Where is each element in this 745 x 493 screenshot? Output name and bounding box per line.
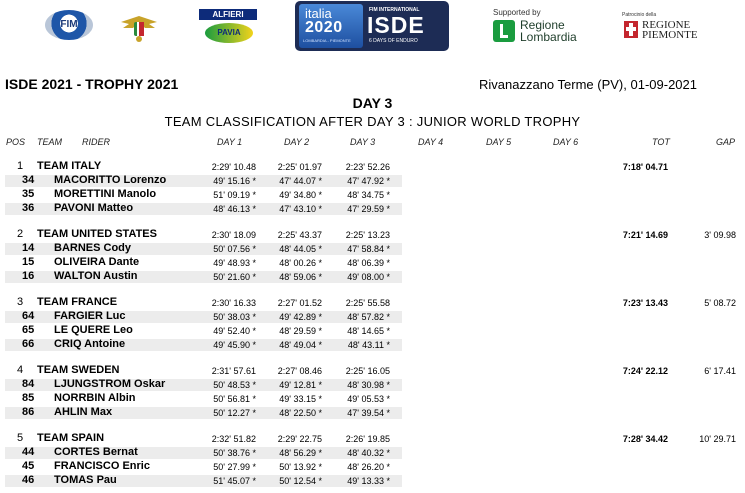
isde-fim-text: FIM INTERNATIONAL <box>369 7 420 13</box>
rider-day3-time: 49' 08.00 * <box>347 272 390 282</box>
col-header-day5: DAY 5 <box>486 137 512 147</box>
rider-day2-time: 49' 42.89 * <box>279 312 322 322</box>
rider-day2-time: 47' 43.10 * <box>279 204 322 214</box>
team-day2-time: 2:27' 01.52 <box>277 298 322 308</box>
rider-number: 35 <box>22 188 35 200</box>
team-day3-time: 2:26' 19.85 <box>345 434 390 444</box>
team-total-time: 7:21' 14.69 <box>622 230 668 240</box>
rider-day2-time: 48' 56.29 * <box>279 448 322 458</box>
rider-day1-time: 49' 52.40 * <box>213 326 256 336</box>
rider-name: CRIQ Antoine <box>54 338 126 350</box>
rider-number: 84 <box>22 378 35 390</box>
rider-day2-time: 48' 22.50 * <box>279 408 322 418</box>
regione-piemonte-logo <box>642 20 698 40</box>
team-name: TEAM SWEDEN <box>37 364 120 376</box>
rider-number: 64 <box>22 310 35 322</box>
team-gap: 10' 29.71 <box>699 434 736 444</box>
rider-day1-time: 50' 38.03 * <box>213 312 256 322</box>
team-name: TEAM UNITED STATES <box>37 228 157 240</box>
fim-logo <box>45 10 93 40</box>
rider-day1-time: 50' 21.60 * <box>213 272 256 282</box>
rider-day1-time: 51' 09.19 * <box>213 190 256 200</box>
rider-name: WALTON Austin <box>54 270 138 282</box>
lombardia-text: Lombardia <box>520 30 577 44</box>
team-day2-time: 2:27' 08.46 <box>277 366 322 376</box>
rider-name: MACORITTO Lorenzo <box>54 174 167 186</box>
team-rank: 3 <box>17 296 24 308</box>
team-rank: 2 <box>17 228 24 240</box>
isde-subline: LOMBARDIA - PIEMONTE <box>303 38 351 43</box>
piemonte-caption: Patrocinio della <box>622 12 657 18</box>
col-header-gap: GAP <box>716 137 736 147</box>
supported-by-label: Supported by <box>493 8 541 17</box>
rider-day2-time: 49' 34.80 * <box>279 190 322 200</box>
rider-day3-time: 47' 29.59 * <box>347 204 390 214</box>
event-title: ISDE 2021 - TROPHY 2021 <box>5 76 179 92</box>
rider-day2-time: 49' 33.15 * <box>279 394 322 404</box>
alfieri-pavia-logo <box>199 9 257 45</box>
team-day3-time: 2:25' 16.05 <box>345 366 390 376</box>
rider-number: 14 <box>22 242 35 254</box>
rider-number: 16 <box>22 270 35 282</box>
team-day1-time: 2:30' 18.09 <box>211 230 256 240</box>
rider-name: PAVONI Matteo <box>54 202 134 214</box>
team-total-time: 7:28' 34.42 <box>622 434 668 444</box>
team-day3-time: 2:23' 52.26 <box>345 162 390 172</box>
rider-number: 66 <box>22 338 35 350</box>
rider-number: 45 <box>22 460 35 472</box>
rider-name: NORRBIN Albin <box>54 392 136 404</box>
piemonte-regione-text: REGIONE <box>642 19 691 31</box>
rider-name: LE QUERE Leo <box>54 324 133 336</box>
team-day3-time: 2:25' 13.23 <box>345 230 390 240</box>
motoclub-wings-logo <box>119 10 159 44</box>
rider-day3-time: 48' 34.75 * <box>347 190 390 200</box>
rider-day3-time: 48' 43.11 * <box>347 340 390 350</box>
col-header-day6: DAY 6 <box>553 137 579 147</box>
team-day1-time: 2:31' 57.61 <box>211 366 256 376</box>
rider-number: 34 <box>22 174 35 186</box>
isde-2020-banner <box>295 1 449 51</box>
col-header-day4: DAY 4 <box>418 137 444 147</box>
rider-number: 65 <box>22 324 35 336</box>
rider-day3-time: 49' 13.33 * <box>347 476 390 486</box>
rider-day1-time: 50' 38.76 * <box>213 448 256 458</box>
team-total-time: 7:24' 22.12 <box>622 366 668 376</box>
pavia-badge <box>205 23 253 43</box>
isde-italia-text: italia <box>305 6 332 21</box>
rider-name: CORTES Bernat <box>54 446 138 458</box>
pavia-text: PAVIA <box>217 28 241 37</box>
team-rank: 4 <box>17 364 24 376</box>
rider-day1-time: 51' 45.07 * <box>213 476 256 486</box>
piemonte-shield-icon <box>624 21 638 38</box>
rider-number: 44 <box>22 446 35 458</box>
regione-text: Regione <box>520 18 565 32</box>
team-total-time: 7:18' 04.71 <box>622 162 668 172</box>
team-day2-time: 2:25' 43.37 <box>277 230 322 240</box>
rider-day1-time: 49' 48.93 * <box>213 258 256 268</box>
team-rank: 5 <box>17 432 24 444</box>
rider-name: FARGIER Luc <box>54 310 126 322</box>
classification-title: TEAM CLASSIFICATION AFTER DAY 3 : JUNIOR WORLD TROPHY <box>164 114 581 129</box>
rider-day3-time: 47' 39.54 * <box>347 408 390 418</box>
isde-italia-panel <box>299 4 363 48</box>
rider-number: 46 <box>22 474 35 486</box>
alfieri-text: ALFIERI <box>199 9 257 20</box>
rider-day3-time: 47' 58.84 * <box>347 244 390 254</box>
team-day2-time: 2:25' 01.97 <box>277 162 322 172</box>
col-header-day2: DAY 2 <box>284 137 310 147</box>
col-header-rider: RIDER <box>82 137 111 147</box>
rider-day2-time: 48' 00.26 * <box>279 258 322 268</box>
rider-day1-time: 50' 12.27 * <box>213 408 256 418</box>
rider-name: MORETTINI Manolo <box>54 188 157 200</box>
rider-name: FRANCISCO Enric <box>54 460 150 472</box>
rider-day1-time: 50' 48.53 * <box>213 380 256 390</box>
rider-number: 36 <box>22 202 35 214</box>
rider-day2-time: 49' 12.81 * <box>279 380 322 390</box>
event-place-date: Rivanazzano Terme (PV), 01-09-2021 <box>479 77 697 92</box>
lombardia-check-icon <box>493 20 515 42</box>
rider-name: OLIVEIRA Dante <box>54 256 140 268</box>
rider-day3-time: 47' 47.92 * <box>347 176 390 186</box>
team-name: TEAM FRANCE <box>37 296 118 308</box>
rider-day2-time: 48' 44.05 * <box>279 244 322 254</box>
rider-day2-time: 50' 12.54 * <box>279 476 322 486</box>
team-day1-time: 2:30' 16.33 <box>211 298 256 308</box>
rider-name: AHLIN Max <box>54 406 113 418</box>
team-gap: 5' 08.72 <box>704 298 736 308</box>
col-header-team: TEAM <box>37 137 63 147</box>
piemonte-name-text: PIEMONTE <box>642 29 698 41</box>
rider-day2-time: 48' 59.06 * <box>279 272 322 282</box>
rider-name: LJUNGSTROM Oskar <box>54 378 166 390</box>
rider-day1-time: 50' 07.56 * <box>213 244 256 254</box>
rider-day2-time: 47' 44.07 * <box>279 176 322 186</box>
regione-lombardia-logo <box>520 19 577 43</box>
rider-day1-time: 49' 45.90 * <box>213 340 256 350</box>
team-rank: 1 <box>17 160 24 172</box>
rider-name: TOMAS Pau <box>54 474 117 486</box>
rider-day1-time: 48' 46.13 * <box>213 204 256 214</box>
rider-number: 85 <box>22 392 35 404</box>
team-total-time: 7:23' 13.43 <box>622 298 668 308</box>
team-day1-time: 2:32' 51.82 <box>211 434 256 444</box>
rider-day1-time: 50' 56.81 * <box>213 394 256 404</box>
team-gap: 3' 09.98 <box>704 230 736 240</box>
team-day1-time: 2:29' 10.48 <box>211 162 256 172</box>
rider-number: 86 <box>22 406 35 418</box>
team-name: TEAM SPAIN <box>37 432 105 444</box>
day-title: DAY 3 <box>352 95 393 111</box>
col-header-tot: TOT <box>652 137 670 147</box>
rider-day1-time: 49' 15.16 * <box>213 176 256 186</box>
isde-days-text: 6 DAYS OF ENDURO <box>369 38 418 44</box>
rider-day1-time: 50' 27.99 * <box>213 462 256 472</box>
fim-logo-text: FIM <box>60 19 78 30</box>
rider-day3-time: 48' 06.39 * <box>347 258 390 268</box>
isde-year-text: 2020 <box>305 19 343 36</box>
rider-day2-time: 48' 29.59 * <box>279 326 322 336</box>
team-day2-time: 2:29' 22.75 <box>277 434 322 444</box>
rider-day3-time: 48' 57.82 * <box>347 312 390 322</box>
team-day3-time: 2:25' 55.58 <box>345 298 390 308</box>
col-header-day3: DAY 3 <box>350 137 376 147</box>
isde-word: ISDE <box>367 12 425 38</box>
rider-day3-time: 48' 40.32 * <box>347 448 390 458</box>
rider-day2-time: 50' 13.92 * <box>279 462 322 472</box>
rider-day3-time: 48' 30.98 * <box>347 380 390 390</box>
rider-number: 15 <box>22 256 35 268</box>
col-header-pos: POS <box>6 137 26 147</box>
rider-day2-time: 48' 49.04 * <box>279 340 322 350</box>
rider-name: BARNES Cody <box>54 242 132 254</box>
rider-day3-time: 49' 05.53 * <box>347 394 390 404</box>
col-header-day1: DAY 1 <box>217 137 243 147</box>
team-gap: 6' 17.41 <box>704 366 736 376</box>
team-name: TEAM ITALY <box>37 160 102 172</box>
rider-day3-time: 48' 26.20 * <box>347 462 390 472</box>
rider-day3-time: 48' 14.65 * <box>347 326 390 336</box>
